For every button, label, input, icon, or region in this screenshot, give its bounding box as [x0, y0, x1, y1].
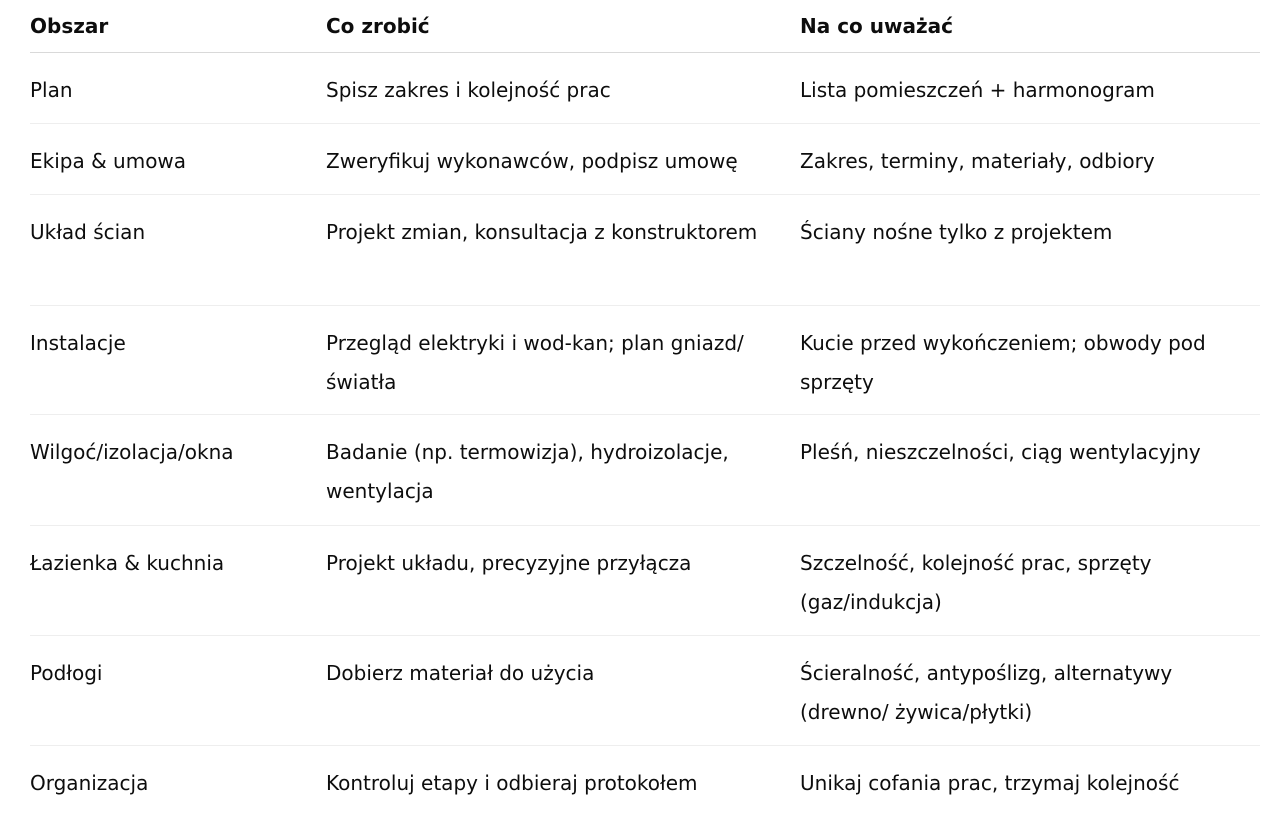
cell-watch-out: Kucie przed wykończeniem; obwody pod sprzęty: [800, 305, 1260, 414]
cell-watch-out: Ściany nośne tylko z projektem: [800, 194, 1260, 305]
cell-area: Wilgoć/izolacja/okna: [30, 414, 326, 525]
cell-watch-out: Pleśń, nieszczelności, ciąg wentylacyjny: [800, 414, 1260, 525]
cell-watch-out: Ścieralność, antypoślizg, alternatywy (drewno/ żywica/płytki): [800, 635, 1260, 745]
cell-what-to-do: Przegląd elektryki i wod-kan; plan gniazd/ światła: [326, 305, 800, 414]
cell-what-to-do: Projekt układu, precyzyjne przyłącza: [326, 525, 800, 635]
table-row: [30, 525, 1260, 635]
cell-what-to-do: Spisz zakres i kolejność prac: [326, 52, 800, 123]
table-row: [30, 305, 1260, 414]
cell-area: Plan: [30, 52, 326, 123]
cell-what-to-do: Dobierz materiał do użycia: [326, 635, 800, 745]
cell-watch-out: Zakres, terminy, materiały, odbiory: [800, 123, 1260, 194]
header-what-to-do: Co zrobić: [326, 0, 800, 52]
cell-area: Łazienka & kuchnia: [30, 525, 326, 635]
cell-area: Instalacje: [30, 305, 326, 414]
cell-area: Organizacja: [30, 770, 149, 795]
table-header: [30, 0, 1260, 52]
cell-watch-out: Unikaj cofania prac, trzymaj kolejność: [800, 770, 1180, 795]
renovation-table-container: [30, 0, 1260, 823]
cell-what-to-do: Projekt zmian, konsultacja z konstruktorem: [326, 194, 800, 305]
cell-what-to-do: Badanie (np. termowizja), hydroizolacje, wentylacja: [326, 414, 800, 525]
cell-what-to-do: Zweryfikuj wykonawców, podpisz umowę: [326, 123, 800, 194]
table-body: [30, 52, 1260, 823]
cell-watch-out: Lista pomieszczeń + harmonogram: [800, 52, 1260, 123]
cell-area: Podłogi: [30, 635, 326, 745]
table-row: [30, 123, 1260, 194]
header-row: [30, 0, 1260, 52]
table-row: [30, 414, 1260, 525]
cell-area: Ekipa & umowa: [30, 123, 326, 194]
table-row: [30, 635, 1260, 745]
cell-what-to-do: Kontroluj etapy i odbieraj protokołem: [326, 770, 698, 795]
table-row: [30, 745, 1260, 823]
header-area: Obszar: [30, 0, 326, 52]
cell-area: Układ ścian: [30, 194, 326, 305]
header-watch-out: Na co uważać: [800, 0, 1260, 52]
renovation-checklist-table: [30, 0, 1260, 823]
table-row: [30, 52, 1260, 123]
cell-watch-out: Szczelność, kolejność prac, sprzęty (gaz/indukcja): [800, 525, 1260, 635]
table-row: [30, 194, 1260, 305]
